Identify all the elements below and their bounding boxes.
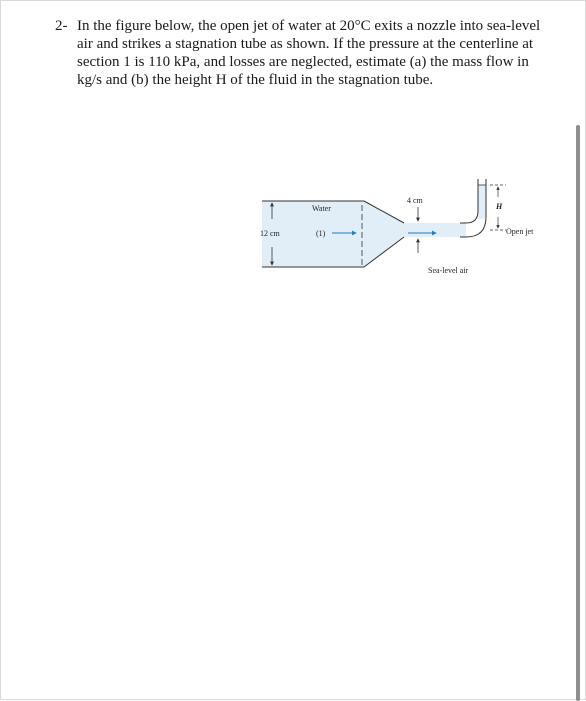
nozzle-figure bbox=[256, 171, 546, 281]
label-12cm: 12 cm bbox=[260, 229, 280, 238]
problem-statement bbox=[55, 17, 555, 89]
scrollbar[interactable] bbox=[576, 125, 580, 701]
label-section-1: (1) bbox=[316, 229, 326, 238]
problem-number: 2- bbox=[55, 18, 68, 34]
label-open-jet: Open jet bbox=[506, 227, 534, 236]
label-4cm: 4 cm bbox=[407, 196, 423, 205]
tube-fluid bbox=[479, 185, 486, 219]
label-water: Water bbox=[312, 204, 331, 213]
nozzle-diagram bbox=[256, 171, 546, 281]
jet-fluid bbox=[404, 223, 466, 237]
label-sea-level-air: Sea-level air bbox=[428, 266, 469, 275]
problem-text: In the figure below, the open jet of water at 20°C exits a nozzle into sea-level air and strikes a stagnation tube as shown. If the pressure at the centerline at section 1 is 110 kPa, and losses are neglected, estimate (a) the mass flow in kg/s and (b) the height H of the fluid in the stagnation tube. bbox=[77, 18, 541, 88]
label-h: H bbox=[496, 202, 503, 211]
